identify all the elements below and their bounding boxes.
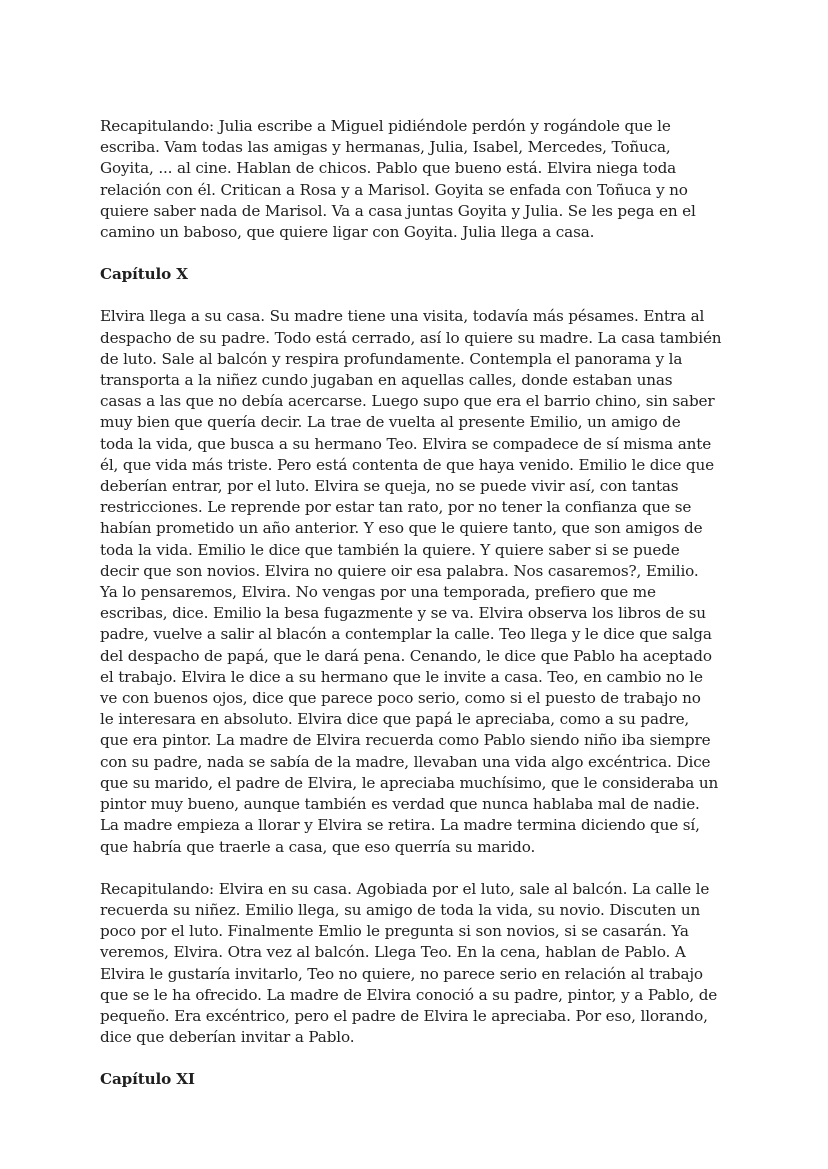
recap-paragraph-2 (100, 879, 734, 1049)
text-line: transporta a la niñez cundo jugaban en aquellas calles, donde estaban unas (100, 371, 673, 390)
text-line: Goyita, ... al cine. Hablan de chicos. Pablo que bueno está. Elvira niega toda (100, 159, 677, 178)
text-line: Elvira le gustaría invitarlo, Teo no quiere, no parece serio en relación al trabajo (100, 964, 703, 983)
text-line: despacho de su padre. Todo está cerrado, así lo quiere su madre. La casa también (100, 328, 722, 347)
text-line: Recapitulando: Julia escribe a Miguel pidiéndole perdón y rogándole que le (100, 117, 671, 135)
text-line: padre, vuelve a salir al blacón a contemplar la calle. Teo llega y le dice que salga (100, 625, 712, 644)
text-line: relación con él. Critican a Rosa y a Marisol. Goyita se enfada con Toñuca y no (100, 180, 688, 199)
text-line: con su padre, nada se sabía de la madre, llevaban una vida algo excéntrica. Dice (100, 752, 711, 771)
text-line: él, que vida más triste. Pero está contenta de que haya venido. Emilio le dice que (100, 455, 714, 474)
document-page (100, 116, 734, 1112)
text-line: veremos, Elvira. Otra vez al balcón. Llega Teo. En la cena, hablan de Pablo. A (100, 943, 686, 962)
text-line: que era pintor. La madre de Elvira recuerda como Pablo siendo niño iba siempre (100, 731, 711, 750)
text-line: Elvira llega a su casa. Su madre tiene una visita, todavía más pésames. Entra al (100, 307, 705, 326)
text-line: poco por el luto. Finalmente Emlio le pregunta si son novios, si se casarán. Ya (100, 922, 689, 941)
chapter-x-heading: Capítulo X (100, 265, 188, 284)
text-line: quiere saber nada de Marisol. Va a casa juntas Goyita y Julia. Se les pega en el (100, 201, 696, 220)
text-line: casas a las que no debía acercarse. Luego supo que era el barrio chino, sin saber (100, 392, 715, 411)
text-line: del despacho de papá, que le dará pena. Cenando, le dice que Pablo ha aceptado (100, 646, 712, 665)
text-line: de luto. Sale al balcón y respira profundamente. Contempla el panorama y la (100, 349, 683, 368)
text-line: le interesara en absoluto. Elvira dice que papá le apreciaba, como a su padre, (100, 710, 690, 729)
text-line: deberían entrar, por el luto. Elvira se queja, no se puede vivir así, con tantas (100, 477, 679, 496)
text-line: el trabajo. Elvira le dice a su hermano que le invite a casa. Teo, en cambio no le (100, 667, 703, 686)
chapter-x-paragraph (100, 306, 734, 857)
text-line: toda la vida. Emilio le dice que también la quiere. Y quiere saber si se puede (100, 540, 680, 559)
text-line: camino un baboso, que quiere ligar con Goyita. Julia llega a casa. (100, 223, 595, 242)
text-line: Ya lo pensaremos, Elvira. No vengas por una temporada, prefiero que me (100, 583, 656, 602)
text-line: habían prometido un año anterior. Y eso que le quiere tanto, que son amigos de (100, 519, 703, 538)
text-line: que habría que traerle a casa, que eso querría su marido. (100, 837, 536, 856)
text-line: toda la vida, que busca a su hermano Teo. Elvira se compadece de sí misma ante (100, 434, 712, 453)
text-line: dice que deberían invitar a Pablo. (100, 1028, 355, 1047)
text-line: escriba. Vam todas las amigas y hermanas, Julia, Isabel, Mercedes, Toñuca, (100, 138, 671, 157)
chapter-xi-heading: Capítulo XI (100, 1070, 195, 1089)
text-line: pequeño. Era excéntrico, pero el padre de Elvira le apreciaba. Por eso, llorando, (100, 1006, 708, 1025)
text-line: restricciones. Le reprende por estar tan rato, por no tener la confianza que se (100, 498, 692, 517)
text-line: Recapitulando: Elvira en su casa. Agobiada por el luto, sale al balcón. La calle le (100, 879, 710, 898)
text-line: que se le ha ofrecido. La madre de Elvira conoció a su padre, pintor, y a Pablo, de (100, 985, 718, 1004)
text-line: muy bien que quería decir. La trae de vuelta al presente Emilio, un amigo de (100, 413, 681, 432)
text-line: decir que son novios. Elvira no quiere oir esa palabra. Nos casaremos?, Emilio. (100, 561, 699, 580)
text-line: pintor muy bueno, aunque también es verdad que nunca hablaba mal de nadie. (100, 795, 700, 814)
text-line: ve con buenos ojos, dice que parece poco serio, como si el puesto de trabajo no (100, 689, 701, 708)
text-line: recuerda su niñez. Emilio llega, su amigo de toda la vida, su novio. Discuten un (100, 900, 701, 919)
text-line: que su marido, el padre de Elvira, le apreciaba muchísimo, que le consideraba un (100, 773, 719, 792)
text-line: escribas, dice. Emilio la besa fugazmente y se va. Elvira observa los libros de su (100, 604, 706, 623)
text-line: La madre empieza a llorar y Elvira se retira. La madre termina diciendo que sí, (100, 816, 700, 835)
recap-paragraph-1 (100, 116, 734, 243)
